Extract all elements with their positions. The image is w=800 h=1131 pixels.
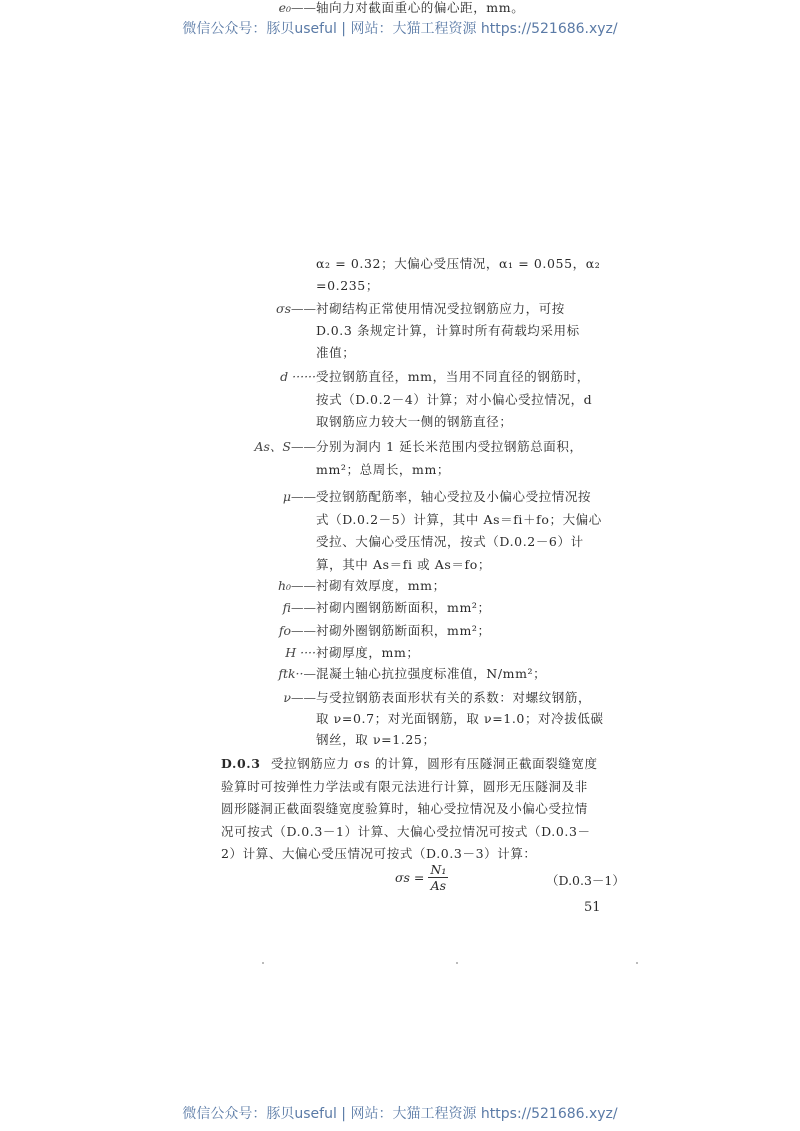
formula-denominator: As bbox=[430, 878, 447, 893]
definition-text-line: 分别为洞内 1 延长米范围内受拉钢筋总面积， bbox=[316, 439, 583, 454]
section-text-line: 况可按式（D.0.3－1）计算、大偏心受拉情况可按式（D.0.3－ bbox=[221, 824, 591, 839]
section-text-line: 2）计算、大偏心受压情况可按式（D.0.3－3）计算： bbox=[221, 846, 537, 861]
definition-text-line: 受拉钢筋配筋率，轴心受拉及小偏心受拉情况按 bbox=[316, 489, 592, 504]
definition-text-line: 衬砌外圈钢筋断面积，mm²； bbox=[316, 623, 491, 638]
section-text-line: 圆形隧洞正截面裂缝宽度验算时，轴心受拉情况及小偏心受拉情 bbox=[221, 801, 588, 816]
definition-text-line: 受拉钢筋直径，mm，当用不同直径的钢筋时， bbox=[316, 369, 590, 384]
definition-text-line: mm²；总周长，mm； bbox=[316, 462, 451, 477]
definition-text-line: α₂ = 0.32；大偏心受压情况，α₁ = 0.055，α₂ bbox=[316, 256, 601, 271]
definition-text-line: 受拉、大偏心受压情况，按式（D.0.2－6）计 bbox=[316, 534, 584, 549]
definition-text-line: D.0.3 条规定计算，计算时所有荷载均采用标 bbox=[316, 323, 580, 338]
formula-d031 bbox=[395, 862, 448, 893]
scan-speck bbox=[456, 962, 458, 964]
definition-symbol: ν—— bbox=[283, 690, 316, 705]
definition-text-line: 轴向力对截面重心的偏心距，mm。 bbox=[316, 0, 525, 15]
formula-lhs: σs = bbox=[395, 870, 425, 885]
definition-text-line: 衬砌有效厚度，mm； bbox=[316, 578, 446, 593]
definition-symbol: μ—— bbox=[282, 489, 316, 504]
definition-text-line: 取钢筋应力较大一侧的钢筋直径； bbox=[316, 414, 513, 429]
definition-text-line: 准值； bbox=[316, 345, 356, 360]
definition-text-line: =0.235； bbox=[316, 278, 379, 293]
definition-symbol: As、S—— bbox=[254, 439, 316, 454]
formula-fraction bbox=[428, 862, 448, 893]
definition-text-line: 钢丝，取 ν=1.25； bbox=[316, 732, 436, 747]
definition-text-line: 衬砌厚度，mm； bbox=[316, 645, 420, 660]
definition-text-line: 按式（D.0.2－4）计算；对小偏心受拉情况，d bbox=[316, 392, 593, 407]
definition-symbol: σs—— bbox=[276, 301, 316, 316]
definition-symbol: ftk··— bbox=[278, 666, 316, 681]
definition-symbol: fo—— bbox=[278, 623, 316, 638]
formula-numerator: N₁ bbox=[430, 862, 447, 877]
definition-symbol: h₀—— bbox=[277, 578, 316, 593]
definition-text-line: 混凝土轴心抗拉强度标准值，N/mm²； bbox=[316, 666, 547, 681]
definition-symbol: d ······ bbox=[280, 369, 316, 384]
definition-text-line: 衬砌内圈钢筋断面积，mm²； bbox=[316, 600, 491, 615]
definition-text-line: 算，其中 As＝fi 或 As＝fo； bbox=[316, 557, 491, 572]
definition-symbol: fi—— bbox=[282, 600, 316, 615]
section-number: D.0.3 bbox=[221, 756, 261, 771]
page-number: 51 bbox=[584, 900, 601, 915]
definition-text-line: 与受拉钢筋表面形状有关的系数：对螺纹钢筋， bbox=[316, 690, 592, 705]
definition-text-line: 式（D.0.2－5）计算，其中 As＝fi＋fo；大偏心 bbox=[316, 512, 602, 527]
definition-text-line: 衬砌结构正常使用情况受拉钢筋应力，可按 bbox=[316, 301, 565, 316]
section-text-line: 受拉钢筋应力 σs 的计算，圆形有压隧洞正截面裂缝宽度 bbox=[271, 756, 598, 771]
section-text-line: 验算时可按弹性力学法或有限元法进行计算，圆形无压隧洞及非 bbox=[221, 779, 588, 794]
equation-number: （D.0.3－1） bbox=[546, 873, 625, 888]
watermark-top: 微信公众号：豚贝useful | 网站：大猫工程资源 https://521686.xyz/ bbox=[182, 21, 618, 37]
definition-symbol: e₀—— bbox=[278, 0, 316, 15]
scan-speck bbox=[262, 962, 264, 964]
definition-text-line: 取 ν=0.7；对光面钢筋，取 ν=1.0；对冷拔低碳 bbox=[316, 711, 604, 726]
scan-speck bbox=[636, 962, 638, 964]
definition-symbol: H ···· bbox=[285, 645, 316, 660]
watermark-bottom: 微信公众号：豚贝useful | 网站：大猫工程资源 https://521686.xyz/ bbox=[182, 1106, 618, 1122]
